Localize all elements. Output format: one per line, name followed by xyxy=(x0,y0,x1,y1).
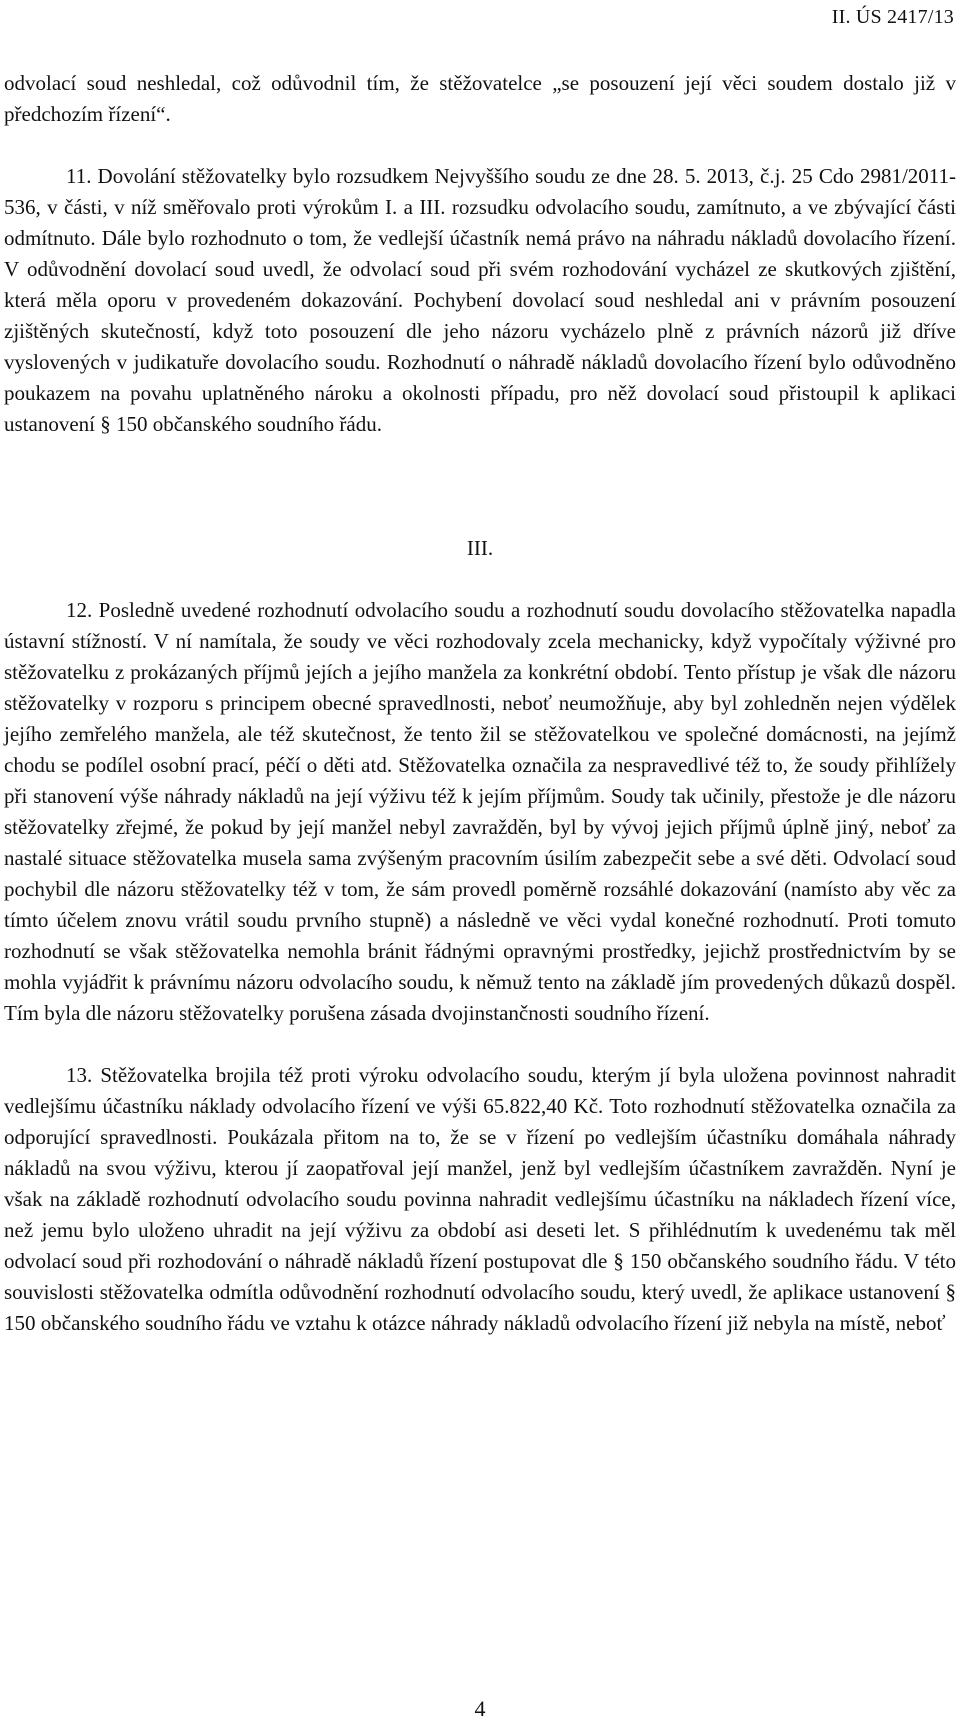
paragraph-gap xyxy=(4,1029,956,1060)
section-heading: III. xyxy=(466,536,494,560)
paragraph-intro: odvolací soud neshledal, což odůvodnil tím, že stěžovatelce „se posouzení její věci soudem dostalo již v předchozím řízení“. xyxy=(4,71,956,126)
paragraph-13: 13. Stěžovatelka brojila též proti výroku odvolacího soudu, kterým jí byla uložena povinnost nahradit vedlejšímu účastníku náklady odvolacího řízení ve výši 65.822,40 Kč. Toto rozhodnutí stěžovatelka označila za odporující spravedlnosti. Poukázala přitom na to, že se v řízení po vedlejším účastníku domáhala náhrady nákladů na svou výživu, kterou jí zaopatřoval její manžel, jenž byl vedlejším účastníkem zavražděn. Nyní je však na základě rozhodnutí odvolacího soudu povinna nahradit vedlejšímu účastníku na nákladech řízení více, než jemu bylo uloženo uhradit na její výživu za období asi deseti let. S přihlédnutím k uvedenému tak měl odvolací soud při rozhodování o náhradě nákladů řízení postupovat dle § 150 občanského soudního řádu. V této souvislosti stěžovatelka odmítla odůvodnění rozhodnutí odvolacího soudu, který uvedl, že aplikace ustanovení § 150 občanského soudního řádu ve vztahu k otázce náhrady nákladů odvolacího řízení již nebyla na místě, neboť xyxy=(4,1063,956,1335)
document-body xyxy=(0,68,960,1339)
paragraph-12: 12. Posledně uvedené rozhodnutí odvolacího soudu a rozhodnutí soudu dovolacího stěžovatelka napadla ústavní stížností. V ní namítala, že soudy ve věci rozhodovaly zcela mechanicky, když vypočítaly výživné pro stěžovatelku z prokázaných příjmů jejích a jejího manžela za konkrétní období. Tento přístup je však dle názoru stěžovatelky v rozporu s principem obecné spravedlnosti, neboť neumožňuje, aby byl zohledněn nejen výdělek jejího zemřelého manžela, ale též skutečnost, že tento žil se stěžovatelkou ve společné domácnosti, na jejímž chodu se podílel osobní prací, péčí o děti atd. Stěžovatelka označila za nespravedlivé též to, že soudy přihlížely při stanovení výše náhrady nákladů na její výživu též k jejím příjmům. Soudy tak učinily, přestože je dle názoru stěžovatelky zřejmé, že pokud by její manžel nebyl zavražděn, byl by vývoj jejich příjmů úplně jiný, neboť za nastalé situace stěžovatelka musela sama zvýšeným pracovním úsilím zabezpečit sebe a své děti. Odvolací soud pochybil dle názoru stěžovatelky též v tom, že sám provedl poměrně rozsáhlé dokazování (namísto aby věc za tímto účelem znovu vrátil soudu prvního stupně) a následně ve věci vydal konečné rozhodnutí. Proti tomuto rozhodnutí se však stěžovatelka nemohla bránit řádnými opravnými prostředky, jejichž prostřednictvím by se mohla vyjádřit k právnímu názoru odvolacího soudu, k němuž tento na základě jím provedených důkazů dospěl. Tím byla dle názoru stěžovatelky porušena zásada dvojinstančnosti soudního řízení. xyxy=(4,598,956,1025)
section-gap xyxy=(4,440,956,533)
paragraph-11: 11. Dovolání stěžovatelky bylo rozsudkem Nejvyššího soudu ze dne 28. 5. 2013, č.j. 25 Cdo 2981/2011-536, v části, v níž směřovalo proti výrokům I. a III. rozsudku odvolacího soudu, zamítnuto, a ve zbývající části odmítnuto. Dále bylo rozhodnuto o tom, že vedlejší účastník nemá právo na náhradu nákladů dovolacího řízení. V odůvodnění dovolací soud uvedl, že odvolací soud při svém rozhodování vycházel ze skutkových zjištění, která měla oporu v provedeném dokazování. Pochybení dovolací soud neshledal ani v právním posouzení zjištěných skutečností, když toto posouzení dle jeho názoru vycházelo plně z právních názorů již dříve vyslovených v judikatuře dovolacího soudu. Rozhodnutí o náhradě nákladů dovolacího řízení bylo odůvodněno poukazem na povahu uplatněného nároku a okolnosti případu, pro něž dovolací soud přistoupil k aplikaci ustanovení § 150 občanského soudního řádu. xyxy=(4,164,956,436)
page-number: 4 xyxy=(474,1696,486,1721)
case-number-header: II. ÚS 2417/13 xyxy=(831,6,954,28)
paragraph-gap xyxy=(4,130,956,161)
paragraph-gap xyxy=(4,564,956,595)
